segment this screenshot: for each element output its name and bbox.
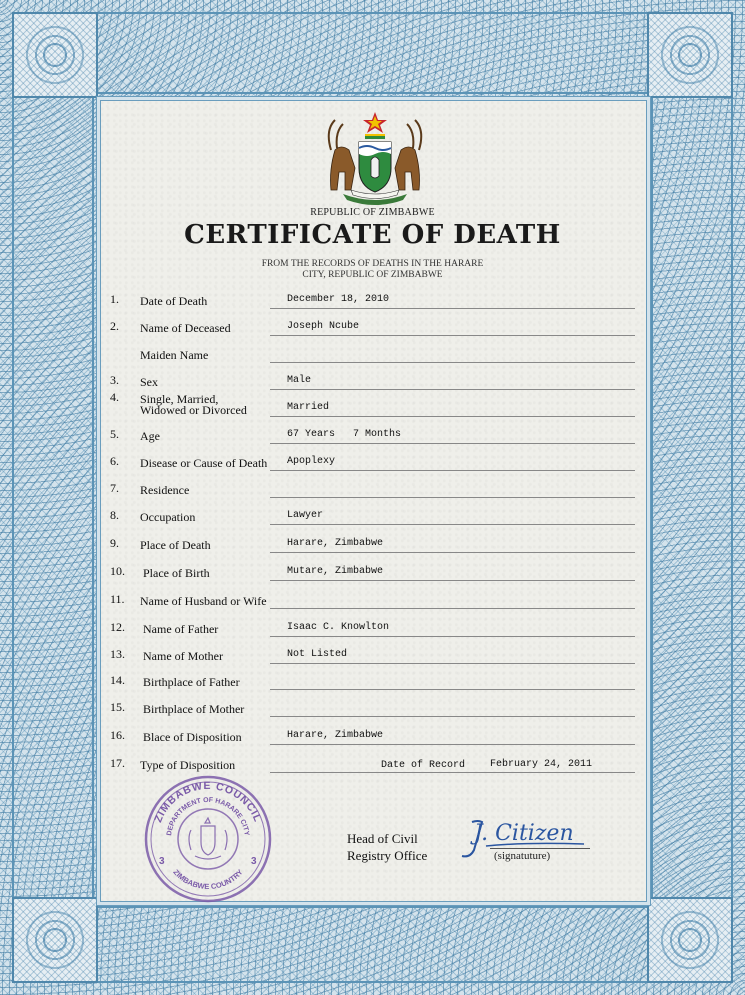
field-underline	[270, 744, 635, 745]
field-place-of-disposition	[110, 721, 635, 747]
field-underline	[270, 689, 635, 690]
field-number: 15.	[110, 700, 125, 714]
field-underline	[270, 416, 635, 417]
field-underline	[270, 716, 635, 717]
field-label: Disease or Cause of Death	[140, 456, 268, 470]
field-underline	[270, 772, 635, 773]
field-marital-status	[110, 390, 635, 419]
field-number: 13.	[110, 647, 125, 661]
field-label: Sex	[140, 375, 158, 389]
field-number: 2.	[110, 319, 119, 333]
field-label: Blace of Disposition	[143, 730, 242, 744]
official-seal-stamp	[141, 772, 275, 906]
field-number: 14.	[110, 673, 125, 687]
subtitle-line-2: CITY, REPUBLIC OF ZIMBABWE	[302, 270, 443, 280]
field-number: 5.	[110, 427, 119, 441]
corner-ornament-bottom-right	[647, 897, 733, 983]
field-value: Harare, Zimbabwe	[287, 538, 384, 549]
field-label: Name of Deceased	[140, 321, 231, 335]
field-label: Age	[140, 429, 160, 443]
date-of-record-label: Date of Record	[381, 760, 466, 771]
field-underline	[270, 552, 635, 553]
field-value: Apoplexy	[287, 456, 336, 467]
field-age	[110, 420, 635, 446]
field-place-of-death	[110, 529, 635, 555]
field-number: 17.	[110, 756, 125, 770]
field-label: Type of Disposition	[140, 758, 236, 772]
field-underline	[270, 362, 635, 363]
signature-line	[490, 848, 590, 849]
head-of-registry-label	[347, 830, 427, 864]
field-number: 4.	[110, 390, 119, 404]
seal-inner-text: DEPARTMENT OF HARARE CITY	[166, 796, 250, 837]
field-name-of-mother	[110, 640, 635, 666]
field-value: Harare, Zimbabwe	[287, 730, 384, 741]
field-name-of-deceased	[110, 312, 635, 338]
field-number: 10.	[110, 564, 125, 578]
seal-emblem-icon	[189, 818, 227, 859]
field-underline	[270, 663, 635, 664]
field-occupation	[110, 501, 635, 527]
field-number: 9.	[110, 536, 119, 550]
date-of-record-value: February 24, 2011	[490, 759, 593, 770]
field-number: 11.	[110, 592, 125, 606]
field-underline	[270, 497, 635, 498]
field-label: Place of Death	[140, 538, 211, 552]
field-value: Joseph Ncube	[287, 321, 360, 332]
seal-bottom-text: ZIMBABWE COUNTRY	[171, 867, 245, 892]
field-underline	[270, 470, 635, 471]
field-label: Name of Mother	[143, 649, 223, 663]
field-number: 12.	[110, 620, 125, 634]
field-underline	[270, 636, 635, 637]
field-value: Isaac C. Knowlton	[287, 622, 390, 633]
corner-ornament-top-left	[12, 12, 98, 98]
field-label: Occupation	[140, 510, 196, 524]
field-value: Mutare, Zimbabwe	[287, 566, 384, 577]
field-number: 3.	[110, 373, 119, 387]
field-label: Residence	[140, 483, 190, 497]
field-spouse-name	[110, 585, 635, 611]
office-line-1: Head of Civil	[347, 831, 418, 846]
field-value: December 18, 2010	[287, 294, 390, 305]
certificate-title: CERTIFICATE OF DEATH	[184, 220, 561, 250]
field-residence	[110, 474, 635, 500]
field-label: Name of Father	[143, 622, 219, 636]
field-label: Date of Death	[140, 294, 208, 308]
field-number: 8.	[110, 508, 119, 522]
field-cause-of-death	[110, 447, 635, 473]
field-name-of-father	[110, 613, 635, 639]
field-value: Lawyer	[287, 510, 324, 521]
field-underline	[270, 389, 635, 390]
field-underline	[270, 308, 635, 309]
signature-text: J. Citizen	[474, 821, 574, 846]
office-line-2: Registry Office	[347, 848, 428, 863]
field-place-of-birth	[110, 557, 635, 583]
field-number: 7.	[110, 481, 119, 495]
field-label: Birthplace of Father	[143, 675, 240, 689]
field-number: 16.	[110, 728, 125, 742]
field-underline	[270, 524, 635, 525]
field-underline	[270, 443, 635, 444]
field-sex	[110, 366, 635, 392]
seal-top-text: ZIMBABWE COUNCIL	[152, 779, 264, 825]
field-underline	[270, 580, 635, 581]
subtitle-line-1: FROM THE RECORDS OF DEATHS IN THE HARARE	[261, 259, 484, 269]
field-value: 67 Years 7 Months	[287, 429, 402, 440]
field-label-line-2: Widowed or Divorced	[140, 403, 247, 417]
field-number: 1.	[110, 292, 119, 306]
field-date-of-death	[110, 285, 635, 311]
republic-label: REPUBLIC OF ZIMBABWE	[310, 207, 435, 218]
field-birthplace-of-father	[110, 666, 635, 692]
field-value: Male	[287, 375, 312, 386]
field-birthplace-of-mother	[110, 693, 635, 719]
field-number: 6.	[110, 454, 119, 468]
field-value: Not Listed	[287, 649, 348, 660]
field-label: Single, Married,	[140, 392, 219, 406]
signature-caption: (signatuture)	[494, 850, 551, 862]
field-label: Place of Birth	[143, 566, 210, 580]
field-underline	[270, 608, 635, 609]
field-underline	[270, 335, 635, 336]
field-maiden-name	[110, 339, 635, 365]
field-label: Birthplace of Mother	[143, 702, 245, 716]
seal-number-right: 3	[251, 856, 257, 867]
corner-ornament-top-right	[647, 12, 733, 98]
field-value: Married	[287, 402, 330, 413]
seal-number-left: 3	[159, 856, 165, 867]
field-label: Maiden Name	[140, 348, 209, 362]
field-label: Name of Husband or Wife	[140, 594, 267, 608]
corner-ornament-bottom-left	[12, 897, 98, 983]
coat-of-arms-icon	[321, 110, 429, 208]
